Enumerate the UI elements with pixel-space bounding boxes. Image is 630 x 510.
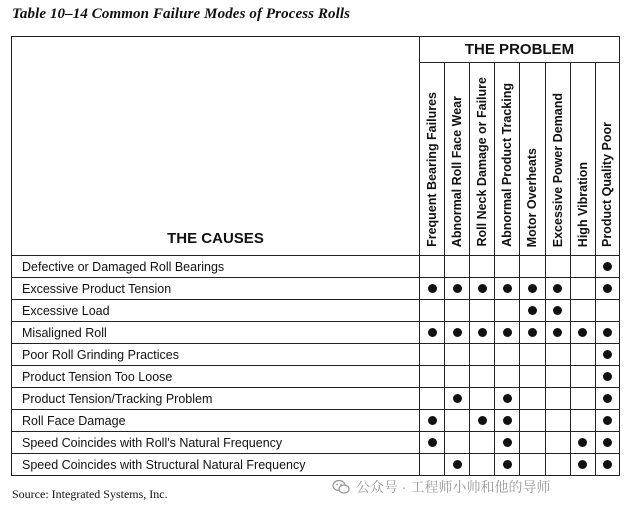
- bullet-dot-icon: [453, 328, 462, 337]
- mark-cell: [595, 344, 619, 366]
- cause-label: Excessive Product Tension: [12, 278, 420, 300]
- mark-cell: [520, 454, 545, 476]
- mark-cell: [445, 256, 470, 278]
- source-note: Source: Integrated Systems, Inc.: [12, 487, 168, 501]
- mark-cell: [595, 432, 619, 454]
- bullet-dot-icon: [503, 416, 512, 425]
- cause-label: Poor Roll Grinding Practices: [12, 344, 420, 366]
- table-row: [12, 432, 620, 454]
- mark-cell: [595, 278, 619, 300]
- mark-cell: [419, 278, 444, 300]
- cause-label: Roll Face Damage: [12, 410, 420, 432]
- mark-cell: [445, 410, 470, 432]
- problem-header: THE PROBLEM: [419, 37, 619, 63]
- mark-cell: [545, 410, 570, 432]
- watermark-text: 公众号 · 工程师小帅和他的导师: [356, 479, 551, 495]
- bullet-dot-icon: [578, 328, 587, 337]
- table-row: [12, 388, 620, 410]
- mark-cell: [520, 322, 545, 344]
- mark-cell: [470, 256, 495, 278]
- mark-cell: [445, 322, 470, 344]
- mark-cell: [545, 366, 570, 388]
- mark-cell: [520, 388, 545, 410]
- mark-cell: [570, 454, 595, 476]
- problem-label: Abnormal Roll Face Wear: [450, 95, 465, 247]
- cause-label: Speed Coincides with Roll's Natural Frequency: [12, 432, 420, 454]
- mark-cell: [595, 388, 619, 410]
- mark-cell: [445, 388, 470, 410]
- bullet-dot-icon: [578, 460, 587, 469]
- bullet-dot-icon: [528, 328, 537, 337]
- mark-cell: [520, 410, 545, 432]
- failure-modes-table: [11, 36, 620, 476]
- bullet-dot-icon: [603, 350, 612, 359]
- mark-cell: [470, 366, 495, 388]
- mark-cell: [545, 388, 570, 410]
- mark-cell: [419, 366, 444, 388]
- bullet-dot-icon: [603, 416, 612, 425]
- mark-cell: [570, 322, 595, 344]
- table-row: [12, 366, 620, 388]
- bullet-dot-icon: [503, 394, 512, 403]
- mark-cell: [419, 432, 444, 454]
- mark-cell: [520, 432, 545, 454]
- bullet-dot-icon: [553, 284, 562, 293]
- bullet-dot-icon: [603, 438, 612, 447]
- mark-cell: [520, 366, 545, 388]
- bullet-dot-icon: [453, 394, 462, 403]
- table-row: [12, 344, 620, 366]
- table-caption: Table 10–14 Common Failure Modes of Process Rolls: [12, 6, 351, 22]
- problem-column-header: [520, 63, 545, 256]
- mark-cell: [495, 256, 520, 278]
- mark-cell: [595, 322, 619, 344]
- mark-cell: [495, 278, 520, 300]
- cause-label: Speed Coincides with Structural Natural Frequency: [12, 454, 420, 476]
- mark-cell: [545, 278, 570, 300]
- cause-label: Product Tension Too Loose: [12, 366, 420, 388]
- bullet-dot-icon: [553, 328, 562, 337]
- mark-cell: [520, 256, 545, 278]
- bullet-dot-icon: [528, 284, 537, 293]
- bullet-dot-icon: [603, 460, 612, 469]
- mark-cell: [495, 432, 520, 454]
- mark-cell: [470, 344, 495, 366]
- bullet-dot-icon: [603, 328, 612, 337]
- causes-header: THE CAUSES: [12, 37, 420, 256]
- cause-label: Defective or Damaged Roll Bearings: [12, 256, 420, 278]
- mark-cell: [570, 388, 595, 410]
- table-row: [12, 322, 620, 344]
- mark-cell: [470, 410, 495, 432]
- mark-cell: [470, 454, 495, 476]
- mark-cell: [419, 388, 444, 410]
- mark-cell: [545, 300, 570, 322]
- mark-cell: [470, 322, 495, 344]
- mark-cell: [445, 432, 470, 454]
- mark-cell: [419, 322, 444, 344]
- mark-cell: [520, 344, 545, 366]
- mark-cell: [495, 322, 520, 344]
- mark-cell: [545, 256, 570, 278]
- cause-label: Excessive Load: [12, 300, 420, 322]
- bullet-dot-icon: [503, 460, 512, 469]
- table-row: [12, 410, 620, 432]
- mark-cell: [495, 344, 520, 366]
- problem-label: High Vibration: [575, 161, 590, 247]
- mark-cell: [495, 454, 520, 476]
- mark-cell: [495, 410, 520, 432]
- problem-label: Motor Overheats: [525, 147, 540, 247]
- mark-cell: [595, 366, 619, 388]
- wechat-icon: [332, 479, 350, 495]
- bullet-dot-icon: [578, 438, 587, 447]
- problem-label: Excessive Power Demand: [550, 92, 565, 247]
- mark-cell: [445, 454, 470, 476]
- cause-label: Misaligned Roll: [12, 322, 420, 344]
- bullet-dot-icon: [478, 416, 487, 425]
- table-row: [12, 278, 620, 300]
- mark-cell: [520, 278, 545, 300]
- problem-column-header: [570, 63, 595, 256]
- mark-cell: [470, 278, 495, 300]
- mark-cell: [470, 388, 495, 410]
- table-row: [12, 300, 620, 322]
- mark-cell: [570, 432, 595, 454]
- mark-cell: [570, 278, 595, 300]
- mark-cell: [570, 366, 595, 388]
- problem-column-header: [495, 63, 520, 256]
- mark-cell: [470, 432, 495, 454]
- mark-cell: [545, 322, 570, 344]
- mark-cell: [520, 300, 545, 322]
- mark-cell: [545, 344, 570, 366]
- problem-column-header: [470, 63, 495, 256]
- problem-label: Roll Neck Damage or Failure: [475, 77, 490, 247]
- mark-cell: [445, 300, 470, 322]
- bullet-dot-icon: [478, 328, 487, 337]
- problem-label: Frequent Bearing Failures: [425, 92, 440, 247]
- mark-cell: [570, 300, 595, 322]
- mark-cell: [419, 300, 444, 322]
- problem-column-header: [595, 63, 619, 256]
- mark-cell: [495, 300, 520, 322]
- bullet-dot-icon: [453, 460, 462, 469]
- mark-cell: [445, 366, 470, 388]
- table-row: [12, 256, 620, 278]
- bullet-dot-icon: [428, 328, 437, 337]
- mark-cell: [545, 454, 570, 476]
- problem-label: Abnormal Product Tracking: [500, 83, 515, 247]
- bullet-dot-icon: [503, 438, 512, 447]
- mark-cell: [470, 300, 495, 322]
- cause-label: Product Tension/Tracking Problem: [12, 388, 420, 410]
- problem-label: Product Quality Poor: [600, 121, 615, 247]
- bullet-dot-icon: [453, 284, 462, 293]
- mark-cell: [495, 366, 520, 388]
- bullet-dot-icon: [503, 284, 512, 293]
- bullet-dot-icon: [603, 394, 612, 403]
- mark-cell: [570, 256, 595, 278]
- watermark: [332, 477, 550, 497]
- problem-column-header: [445, 63, 470, 256]
- mark-cell: [419, 344, 444, 366]
- mark-cell: [595, 256, 619, 278]
- problem-column-header: [419, 63, 444, 256]
- mark-cell: [495, 388, 520, 410]
- mark-cell: [419, 454, 444, 476]
- bullet-dot-icon: [428, 416, 437, 425]
- mark-cell: [595, 410, 619, 432]
- mark-cell: [445, 344, 470, 366]
- bullet-dot-icon: [503, 328, 512, 337]
- problem-column-header: [545, 63, 570, 256]
- bullet-dot-icon: [428, 438, 437, 447]
- bullet-dot-icon: [553, 306, 562, 315]
- table-row: [12, 454, 620, 476]
- bullet-dot-icon: [603, 284, 612, 293]
- bullet-dot-icon: [603, 262, 612, 271]
- mark-cell: [545, 432, 570, 454]
- mark-cell: [570, 410, 595, 432]
- mark-cell: [570, 344, 595, 366]
- mark-cell: [419, 256, 444, 278]
- bullet-dot-icon: [478, 284, 487, 293]
- bullet-dot-icon: [428, 284, 437, 293]
- mark-cell: [419, 410, 444, 432]
- bullet-dot-icon: [603, 372, 612, 381]
- bullet-dot-icon: [528, 306, 537, 315]
- mark-cell: [595, 300, 619, 322]
- mark-cell: [595, 454, 619, 476]
- table-body: [12, 256, 620, 476]
- mark-cell: [445, 278, 470, 300]
